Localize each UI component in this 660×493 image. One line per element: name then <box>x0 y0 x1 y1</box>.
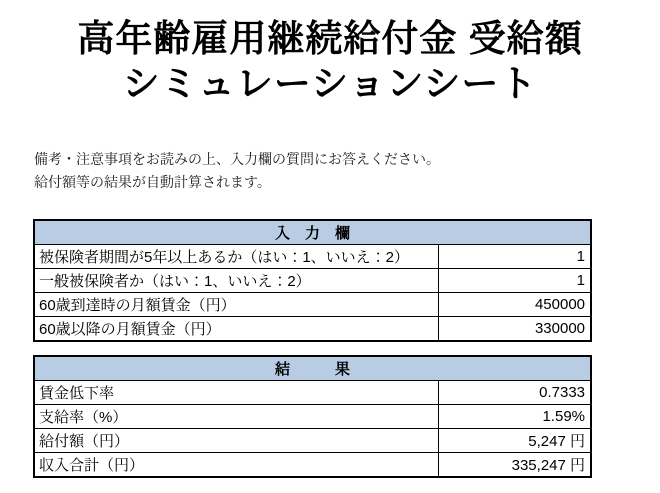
table-row <box>34 292 591 316</box>
input-table <box>33 219 592 342</box>
page-title <box>0 16 660 106</box>
input-row-label-wage-after-60: 60歳以降の月額賃金（円） <box>34 316 438 341</box>
table-row <box>34 404 591 428</box>
table-row <box>34 428 591 452</box>
result-value-cell-benefit-amount: 5,247 円 <box>438 428 591 452</box>
page-title-line2: シミュレーションシート <box>122 63 538 104</box>
input-row-label-wage-at-60: 60歳到達時の月額賃金（円） <box>34 292 438 316</box>
table-row <box>34 452 591 477</box>
input-value-cell-wage-at-60[interactable]: 450000 <box>438 292 591 316</box>
result-row-label-benefit-amount: 給付額（円） <box>34 428 438 452</box>
instruction-line1: 備考・注意事項をお読みの上、入力欄の質問にお答えください。 <box>34 151 440 167</box>
table-row <box>34 316 591 341</box>
input-table-header-row <box>34 220 591 244</box>
input-value-cell-general-insured[interactable]: 1 <box>438 268 591 292</box>
table-row <box>34 380 591 404</box>
input-value-cell-wage-after-60[interactable]: 330000 <box>438 316 591 341</box>
input-row-label-insured-period: 被保険者期間が5年以上あるか（はい：1、いいえ：2） <box>34 244 438 268</box>
result-row-label-wage-decline-rate: 賃金低下率 <box>34 380 438 404</box>
input-table-header: 入 力 欄 <box>34 220 591 244</box>
input-row-label-general-insured: 一般被保険者か（はい：1、いいえ：2） <box>34 268 438 292</box>
result-table-header: 結 果 <box>34 356 591 380</box>
input-value-cell-insured-period[interactable]: 1 <box>438 244 591 268</box>
result-row-label-payment-rate: 支給率（%） <box>34 404 438 428</box>
table-row <box>34 268 591 292</box>
result-table-header-row <box>34 356 591 380</box>
result-value-cell-total-income: 335,247 円 <box>438 452 591 477</box>
result-value-cell-payment-rate: 1.59% <box>438 404 591 428</box>
result-value-cell-wage-decline-rate: 0.7333 <box>438 380 591 404</box>
result-table <box>33 355 592 478</box>
page-title-line1: 高年齢雇用継続給付金 受給額 <box>77 18 583 59</box>
result-row-label-total-income: 収入合計（円） <box>34 452 438 477</box>
table-row <box>34 244 591 268</box>
instructions <box>34 148 440 194</box>
instruction-line2: 給付額等の結果が自動計算されます。 <box>34 174 271 190</box>
